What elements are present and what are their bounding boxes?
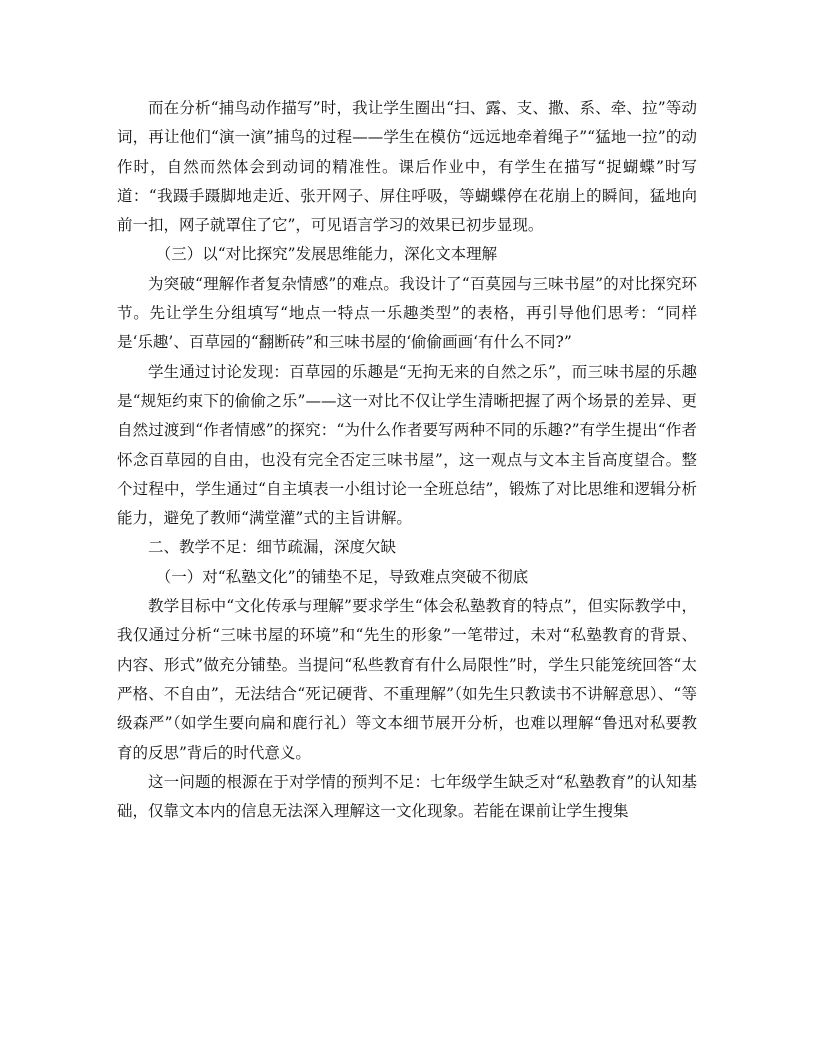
paragraph-student-discussion: 学生通过讨论发现：百草园的乐趣是“无拘无来的自然之乐”，而三味书屋的乐趣是“规矩约束下的偷偷之乐”——这一对比不仅让学生清晰把握了两个场景的差异、更自然过渡到“作者情感”的探究：“为什么作者要写两种不同的乐趣?”有学生提出“作者怀念百草园的自由，也没有完全否定三味书屋”，这一观点与文本主旨高度望合。整个过程中，学生通过“自主填表一小组讨论一全班总结”，锻炼了对比思维和逻辑分析能力，避免了教师“满堂灌”式的主旨讲解。 — [117, 362, 697, 528]
paragraph-bird-catching-analysis: 而在分析“捕鸟动作描写”时，我让学生圈出“扫、露、支、撒、系、牵、拉”等动词，再让他们“演一演”捕鸟的过程——学生在模仿“远远地牵着绳子”“猛地一拉”的动作时，自然而然体会到动词的精准性。课后作业中，有学生在描写“捉蝴蝶”时写道：“我蹑手蹑脚地走近、张开网子、屏住呼吸，等蝴蝶停在花崩上的瞬间，猛地向前一扣，网子就罩住了它”，可见语言学习的效果已初步显现。 — [117, 99, 698, 235]
document-body — [117, 94, 697, 826]
subheading-private-school-culture: （一）对“私塾文化”的铺垫不足，导致难点突破不彻底 — [155, 567, 529, 586]
paragraph-teaching-goal-gap: 教学目标中“文化传承与理解”要求学生“体会私塾教育的特点”，但实际教学中，我仅通过分析“三味书屋的环境”和“先生的形象”一笔带过，未对“私塾教育的背景、内容、形式”做充分铺垫。当提问“私些教育有什么局限性”时，学生只能笼统回答“太严格、不自由”，无法结合“死记硬背、不重理解”（如先生只教读书不讲解意思）、“等级森严”（如学生要向扁和鹿行礼）等文本细节展开分析，也难以理解“鲁迅对私要教育的反思”背后的时代意义。 — [117, 597, 697, 762]
subheading-comparison-inquiry: （三）以“对比探究”发展思维能力，深化文本理解 — [155, 245, 498, 264]
paragraph-root-cause: 这一问题的根源在于对学情的预判不足：七年级学生缺乏对“私塾教育”的认知基础，仅靠文本内的信息无法深入理解这一文化现象。若能在课前让学生搜集 — [117, 772, 697, 821]
heading-teaching-shortcomings: 二、教学不足：细节疏漏，深度欠缺 — [148, 538, 397, 557]
paragraph-comparison-design: 为突破“理解作者复杂情感”的难点。我设计了“百莫园与三味书屋”的对比探究环节。先让学生分组填写“地点一特点一乐趣类型”的表格，再引导他们思考：“同样是‘乐趣’、百草园的“翻断砖”和三味书屋的‘偷偷画画‘有什么不同?” — [117, 274, 697, 352]
